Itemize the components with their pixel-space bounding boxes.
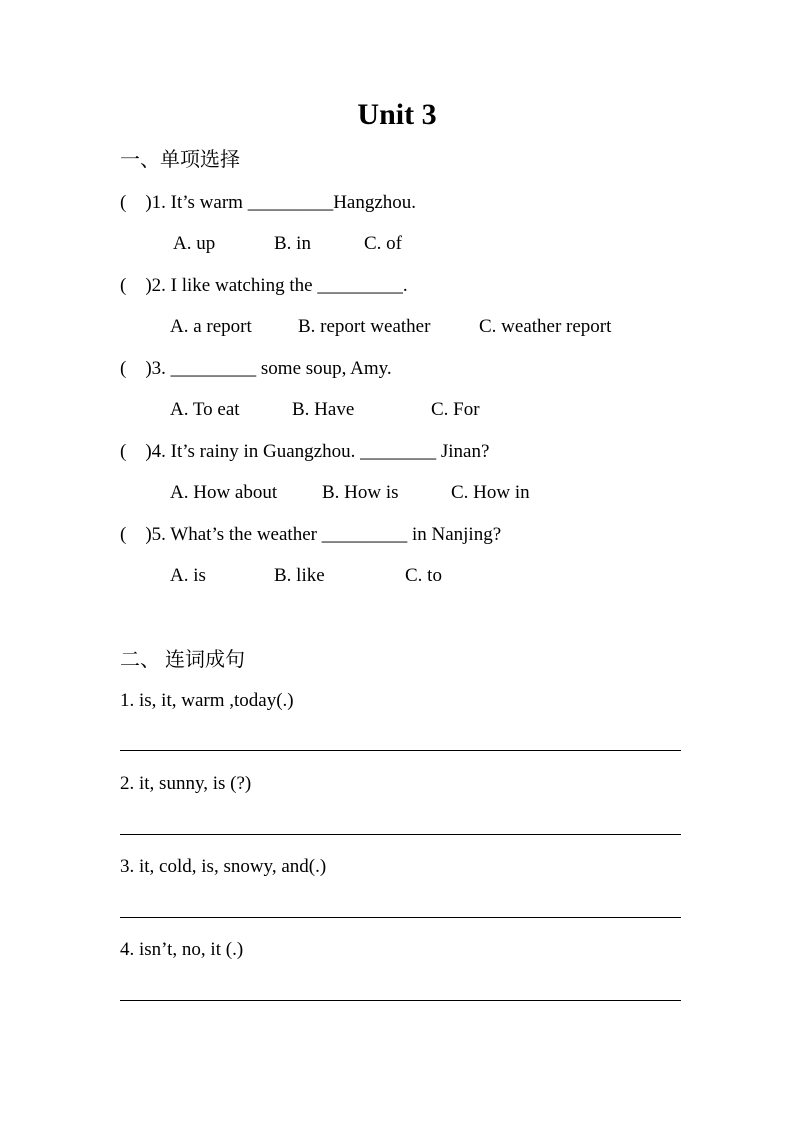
question-1: ( )1. It’s warm _________Hangzhou. <box>120 192 417 213</box>
answer-line-2[interactable] <box>120 834 681 835</box>
answer-line-3[interactable] <box>120 917 681 918</box>
q3-option-c: C. For <box>431 399 480 420</box>
answer-line-4[interactable] <box>120 1000 681 1001</box>
question-5: ( )5. What’s the weather _________ in Nanjing? <box>120 524 502 545</box>
question-2: ( )2. I like watching the _________. <box>120 275 408 296</box>
q3-option-a: A. To eat <box>170 399 240 420</box>
sentence-item-2: 2. it, sunny, is (?) <box>120 773 252 794</box>
q1-option-b: B. in <box>274 233 311 254</box>
q5-option-c: C. to <box>405 565 442 586</box>
q1-option-a: A. up <box>173 233 216 254</box>
sentence-item-1: 1. is, it, warm ,today(.) <box>120 690 294 711</box>
sentence-item-4: 4. isn’t, no, it (.) <box>120 939 244 960</box>
q1-option-c: C. of <box>364 233 402 254</box>
q4-option-b: B. How is <box>322 482 399 503</box>
section-heading-sentence-building: 二、 连词成句 <box>120 649 245 671</box>
q2-option-c: C. weather report <box>479 316 612 337</box>
q3-option-b: B. Have <box>292 399 355 420</box>
q5-option-b: B. like <box>274 565 325 586</box>
section-heading-multiple-choice: 一、单项选择 <box>120 149 240 171</box>
sentence-item-3: 3. it, cold, is, snowy, and(.) <box>120 856 327 877</box>
q2-option-b: B. report weather <box>298 316 431 337</box>
question-4: ( )4. It’s rainy in Guangzhou. ________ Jinan? <box>120 441 490 462</box>
q4-option-a: A. How about <box>170 482 278 503</box>
q4-option-c: C. How in <box>451 482 530 503</box>
q5-option-a: A. is <box>170 565 206 586</box>
q2-option-a: A. a report <box>170 316 252 337</box>
page-title: Unit 3 <box>357 98 437 131</box>
answer-line-1[interactable] <box>120 750 681 751</box>
question-3: ( )3. _________ some soup, Amy. <box>120 358 392 379</box>
